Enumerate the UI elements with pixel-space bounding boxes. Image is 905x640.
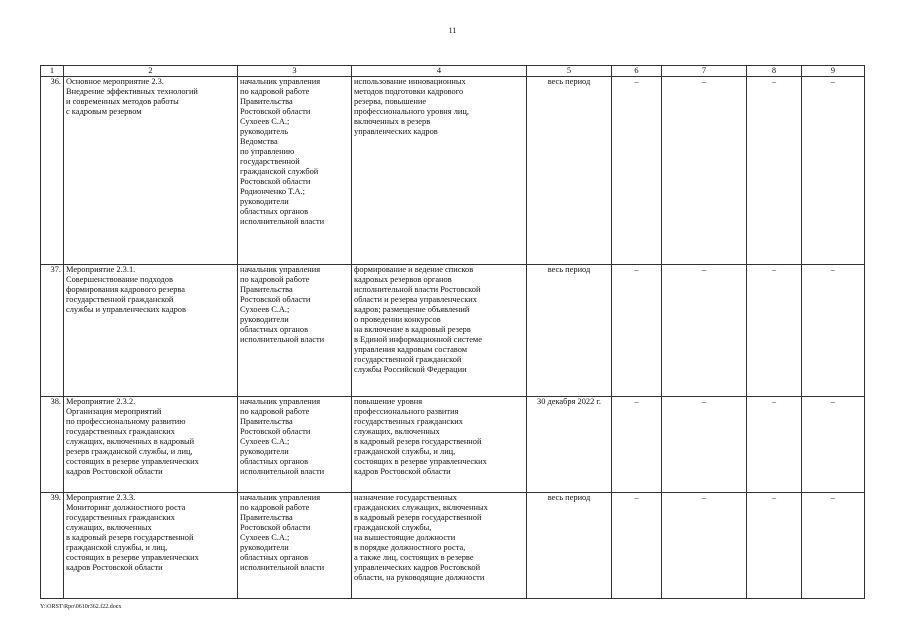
header-cell: 1 [41, 66, 64, 77]
text-line: Мероприятие 2.3.3. [66, 493, 136, 502]
term-cell: весь период [527, 493, 612, 599]
text-line: кадров Ростовской области [66, 467, 163, 476]
text-line: профессионального развития [354, 407, 459, 416]
text-line: по кадровой работе [240, 87, 310, 96]
text-line: Ростовской области [240, 427, 311, 436]
text-line: по кадровой работе [240, 503, 310, 512]
text-line: исполнительной власти [240, 217, 325, 226]
text-line: по профессиональному развитию [66, 417, 186, 426]
text-line: гражданской службы, [354, 523, 432, 532]
text-line: гражданской службы, и лиц, [66, 543, 168, 552]
text-line: по кадровой работе [240, 275, 310, 284]
term-cell: 30 декабря 2022 г. [527, 397, 612, 493]
text-line: начальник управления [240, 265, 321, 274]
text-line: в порядке должностного роста, [354, 543, 466, 552]
text-line: Ростовской области [240, 295, 311, 304]
text-line: руководитель [240, 127, 289, 136]
text-line: Сухоеев С.А.; [240, 533, 290, 542]
text-line: использование инновационных [354, 77, 466, 86]
text-line: гражданской службы, и лиц, [354, 447, 456, 456]
text-line: состоящих в резерве управленческих [354, 457, 487, 466]
text-line: руководители [240, 315, 289, 324]
responsible-cell [238, 265, 352, 397]
text-line: на вышестоящие должности [354, 533, 456, 542]
text-line: кадров Ростовской области [354, 467, 451, 476]
text-line: областных органов [240, 553, 309, 562]
text-line: по кадровой работе [240, 407, 310, 416]
text-line: областных органов [240, 457, 309, 466]
row-number: 37. [41, 265, 64, 397]
text-line: резерва, повышение [354, 97, 427, 106]
row-number: 36. [41, 77, 64, 265]
text-line: в кадровый резерв государственной [354, 513, 482, 522]
measures-table [40, 65, 865, 599]
text-line: в кадровый резерв государственной [66, 533, 194, 542]
text-line: кадров; размещение объявлений [354, 305, 470, 314]
text-line: государственных гражданских [354, 417, 463, 426]
measure-name-cell [64, 265, 238, 397]
text-line: включенных в резерв [354, 117, 431, 126]
text-line: Организация мероприятий [66, 407, 162, 416]
value-cell: – [662, 77, 747, 265]
text-line: состоящих в резерве управленческих [66, 553, 199, 562]
text-line: руководители [240, 197, 289, 206]
text-line: Мониторинг должностного роста [66, 503, 186, 512]
text-line: формирования кадрового резерва [66, 285, 185, 294]
text-line: службы и управленческих кадров [66, 305, 186, 314]
header-cell: 2 [64, 66, 238, 77]
result-cell [352, 493, 527, 599]
text-line: Правительства [240, 285, 293, 294]
text-line: Сухоеев С.А.; [240, 305, 290, 314]
text-line: Ведомства [240, 137, 278, 146]
text-line: в Единой информационной системе [354, 335, 482, 344]
text-line: Мероприятие 2.3.1. [66, 265, 136, 274]
text-line: Основное мероприятие 2.3. [66, 77, 164, 86]
value-cell: – [747, 397, 802, 493]
text-line: а также лиц, состоящих в резерве [354, 553, 474, 562]
table-header-row [41, 66, 865, 77]
header-cell: 6 [612, 66, 662, 77]
text-line: областных органов [240, 207, 309, 216]
text-line: областных органов [240, 325, 309, 334]
responsible-cell [238, 397, 352, 493]
text-line: руководители [240, 447, 289, 456]
header-cell: 5 [527, 66, 612, 77]
value-cell: – [612, 265, 662, 397]
responsible-cell [238, 77, 352, 265]
value-cell: – [802, 77, 865, 265]
text-line: начальник управления [240, 397, 321, 406]
result-cell [352, 77, 527, 265]
text-line: государственных гражданских [66, 427, 175, 436]
header-cell: 3 [238, 66, 352, 77]
text-line: резерв гражданской службы, и лиц, [66, 447, 193, 456]
value-cell: – [802, 397, 865, 493]
text-line: на включение в кадровый резерв [354, 325, 471, 334]
result-cell [352, 265, 527, 397]
text-line: гражданской службой [240, 167, 319, 176]
page-number: 11 [448, 26, 457, 35]
text-line: Мероприятие 2.3.2. [66, 397, 136, 406]
header-cell: 9 [802, 66, 865, 77]
text-line: управленческих кадров [354, 127, 438, 136]
term-cell: весь период [527, 265, 612, 397]
text-line: Сухоеев С.А.; [240, 117, 290, 126]
value-cell: – [802, 493, 865, 599]
text-line: Правительства [240, 417, 293, 426]
measure-name-cell [64, 397, 238, 493]
value-cell: – [612, 397, 662, 493]
text-line: служащих, включенных [354, 427, 440, 436]
value-cell: – [612, 493, 662, 599]
result-cell [352, 397, 527, 493]
value-cell: – [802, 265, 865, 397]
text-line: состоящих в резерве управленческих [66, 457, 199, 466]
text-line: государственной [240, 157, 300, 166]
text-line: методов подготовки кадрового [354, 87, 464, 96]
text-line: Ростовской области [240, 107, 311, 116]
text-line: исполнительной власти [240, 563, 325, 572]
text-line: Сухоеев С.А.; [240, 437, 290, 446]
header-cell: 8 [747, 66, 802, 77]
text-line: гражданских служащих, включенных [354, 503, 488, 512]
text-line: государственных гражданских [66, 513, 175, 522]
table-row [41, 493, 865, 599]
text-line: и современных методов работы [66, 97, 179, 106]
value-cell: – [612, 77, 662, 265]
text-line: начальник управления [240, 77, 321, 86]
table-row [41, 397, 865, 493]
text-line: Правительства [240, 513, 293, 522]
text-line: начальник управления [240, 493, 321, 502]
text-line: Ростовской области [240, 177, 311, 186]
text-line: службы Российской Федерации [354, 365, 467, 374]
text-line: Правительства [240, 97, 293, 106]
responsible-cell [238, 493, 352, 599]
text-line: Ростовской области [240, 523, 311, 532]
value-cell: – [747, 493, 802, 599]
value-cell: – [747, 265, 802, 397]
text-line: Совершенствование подходов [66, 275, 173, 284]
text-line: руководители [240, 543, 289, 552]
text-line: государственной гражданской [354, 355, 462, 364]
text-line: профессионального уровня лиц, [354, 107, 469, 116]
text-line: служащих, включенных в кадровый [66, 437, 195, 446]
text-line: о проведении конкурсов [354, 315, 441, 324]
text-line: кадров Ростовской области [66, 563, 163, 572]
text-line: исполнительной власти [240, 335, 325, 344]
text-line: исполнительной власти [240, 467, 325, 476]
row-number: 39. [41, 493, 64, 599]
text-line: области и резерва управленческих [354, 295, 477, 304]
text-line: в кадровый резерв государственной [354, 437, 482, 446]
value-cell: – [662, 265, 747, 397]
file-path-footer: Y:\ORST\Rpo\0610r362.f22.docx [40, 604, 122, 610]
row-number: 38. [41, 397, 64, 493]
header-cell: 7 [662, 66, 747, 77]
text-line: с кадровым резервом [66, 107, 142, 116]
text-line: назначение государственных [354, 493, 457, 502]
text-line: по управлению [240, 147, 295, 156]
header-cell: 4 [352, 66, 527, 77]
text-line: служащих, включенных [66, 523, 152, 532]
text-line: области, на руководящие должности [354, 573, 485, 582]
text-line: исполнительной власти Ростовской [354, 285, 481, 294]
text-line: кадровых резервов органов [354, 275, 452, 284]
table-row [41, 77, 865, 265]
term-cell: весь период [527, 77, 612, 265]
text-line: Родионченко Т.А.; [240, 187, 305, 196]
measure-name-cell [64, 493, 238, 599]
value-cell: – [662, 493, 747, 599]
text-line: формирование и ведение списков [354, 265, 474, 274]
text-line: государственной гражданской [66, 295, 174, 304]
text-line: повышение уровня [354, 397, 423, 406]
value-cell: – [747, 77, 802, 265]
measure-name-cell [64, 77, 238, 265]
table-row [41, 265, 865, 397]
value-cell: – [662, 397, 747, 493]
text-line: управленческих кадров Ростовской [354, 563, 481, 572]
text-line: Внедрение эффективных технологий [66, 87, 198, 96]
text-line: управления кадровым составом [354, 345, 468, 354]
